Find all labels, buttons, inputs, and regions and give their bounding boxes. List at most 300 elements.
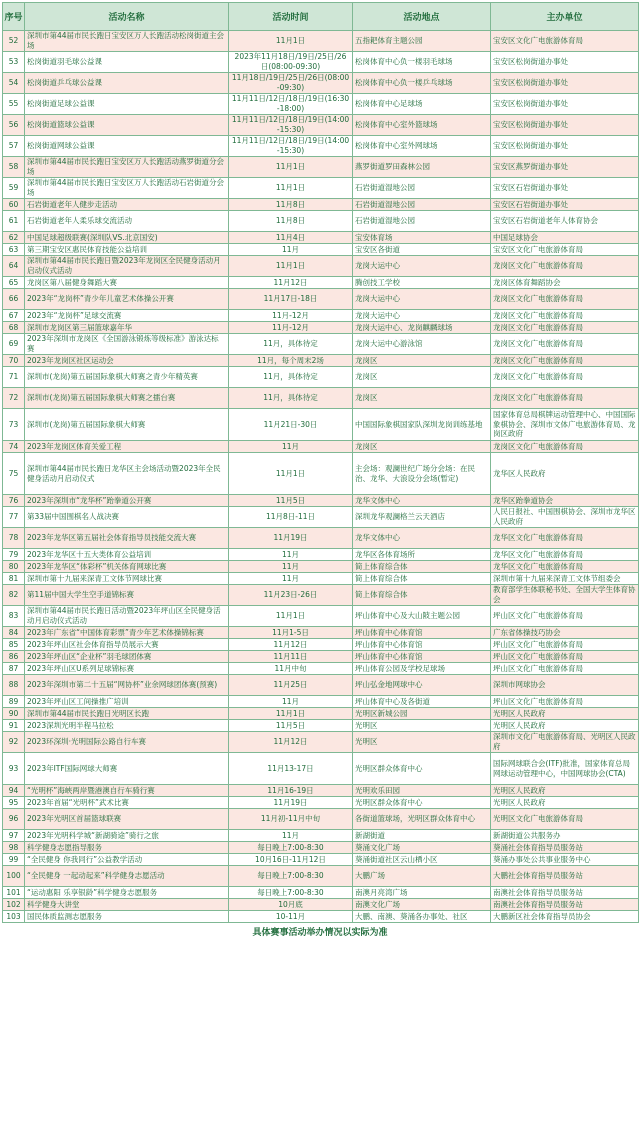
table-row	[3, 639, 639, 651]
cell-place: 坪山体育中心体育馆	[353, 627, 491, 639]
cell-name: 深圳市(龙岗)第五届国际象棋大师赛之擂台赛	[25, 388, 229, 409]
cell-name: 深圳市第44届市民长跑日暨2023年龙岗区全民健身活动月启动仪式活动	[25, 256, 229, 277]
table-row	[3, 830, 639, 842]
cell-no: 77	[3, 507, 25, 528]
cell-name: 松岗街道羽毛球公益课	[25, 52, 229, 73]
header-name: 活动名称	[25, 3, 229, 31]
cell-name: 2023年坪山区社会体育指导员展示大赛	[25, 639, 229, 651]
cell-no: 73	[3, 409, 25, 441]
cell-place: 松岗体育中心负一楼羽毛球场	[353, 52, 491, 73]
cell-name: 2023年广东省“中国体育彩票”青少年艺术体操锦标赛	[25, 627, 229, 639]
cell-place: 松岗体育中心足球场	[353, 94, 491, 115]
cell-no: 100	[3, 866, 25, 887]
cell-place: 大鹏广场	[353, 866, 491, 887]
table-row	[3, 367, 639, 388]
cell-name: 2023年龙华区十五大类体育公益培训	[25, 549, 229, 561]
table-row	[3, 675, 639, 696]
cell-no: 78	[3, 528, 25, 549]
cell-host: 深圳市第十九届来深青工文体节组委会	[491, 573, 639, 585]
cell-time: 11月	[229, 244, 353, 256]
table-row	[3, 136, 639, 157]
cell-no: 82	[3, 585, 25, 606]
cell-host: 宝安区松岗街道办事处	[491, 73, 639, 94]
cell-host: 龙岗区文化广电旅游体育局	[491, 334, 639, 355]
cell-no: 96	[3, 809, 25, 830]
cell-name: 中国足球超级联赛(深圳队VS.北京国安)	[25, 232, 229, 244]
table-row	[3, 753, 639, 785]
table-row	[3, 244, 639, 256]
cell-time: 11月	[229, 696, 353, 708]
table-row	[3, 256, 639, 277]
cell-host: 宝安区文化广电旅游体育局	[491, 31, 639, 52]
cell-name: 2023年“龙岗杯”足球交流赛	[25, 310, 229, 322]
cell-place: 新湖街道	[353, 830, 491, 842]
table-row	[3, 627, 639, 639]
cell-host: 龙岗区文化广电旅游体育局	[491, 355, 639, 367]
cell-place: 简上体育综合体	[353, 573, 491, 585]
cell-host: 龙华区人民政府	[491, 453, 639, 495]
cell-no: 99	[3, 854, 25, 866]
cell-name: 2023年光明区首届篮球联赛	[25, 809, 229, 830]
cell-no: 74	[3, 441, 25, 453]
cell-no: 76	[3, 495, 25, 507]
cell-place: 松岗体育中心室外网球场	[353, 136, 491, 157]
cell-time: 11月16-19日	[229, 785, 353, 797]
cell-no: 64	[3, 256, 25, 277]
table-row	[3, 899, 639, 911]
table-row	[3, 115, 639, 136]
table-row	[3, 696, 639, 708]
cell-place: 五指耙体育主题公园	[353, 31, 491, 52]
cell-time: 每日晚上7:00-8:30	[229, 842, 353, 854]
cell-time: 10-11月	[229, 911, 353, 923]
cell-host: 宝安区石岩街道办事处	[491, 199, 639, 211]
cell-host: 新湖街道公共服务办	[491, 830, 639, 842]
footer-note: 具体赛事活动举办情况以实际为准	[252, 928, 388, 938]
cell-no: 81	[3, 573, 25, 585]
cell-name: 科学健身大讲堂	[25, 899, 229, 911]
cell-name: 2023年坪山区U系列足球锦标赛	[25, 663, 229, 675]
cell-place: 坪山体育公园及学校足球场	[353, 663, 491, 675]
table-row	[3, 277, 639, 289]
cell-time: 11月-12月	[229, 322, 353, 334]
table-row	[3, 866, 639, 887]
table-row	[3, 178, 639, 199]
cell-no: 63	[3, 244, 25, 256]
cell-time: 10月16日-11月12日	[229, 854, 353, 866]
cell-name: 石岩街道老年人健步走活动	[25, 199, 229, 211]
cell-place: 坪山体育中心及各街道	[353, 696, 491, 708]
cell-name: 2023年深圳市龙岗区《全国游泳锻炼等级标准》游泳达标赛	[25, 334, 229, 355]
cell-place: 各街道篮球场，光明区群众体育中心	[353, 809, 491, 830]
cell-time: 11月11日	[229, 651, 353, 663]
cell-name: 石岩街道老年人柔乐球交流活动	[25, 211, 229, 232]
cell-no: 65	[3, 277, 25, 289]
table-row	[3, 441, 639, 453]
table-row	[3, 355, 639, 367]
event-table	[2, 2, 639, 923]
cell-name: 松岗街道足球公益课	[25, 94, 229, 115]
cell-place: 宝安体育场	[353, 232, 491, 244]
cell-host: 宝安区松岗街道办事处	[491, 52, 639, 73]
cell-no: 75	[3, 453, 25, 495]
table-row	[3, 73, 639, 94]
cell-time: 11月1日	[229, 453, 353, 495]
cell-place: 石岩街道湿地公园	[353, 199, 491, 211]
cell-host: 龙岗区文化广电旅游体育局	[491, 256, 639, 277]
cell-place: 光明区	[353, 720, 491, 732]
cell-place: 光明区	[353, 732, 491, 753]
cell-name: 2023年首届“光明杯”武术比赛	[25, 797, 229, 809]
cell-host: 宝安区石岩街道办事处	[491, 178, 639, 199]
cell-place: 燕罗街道罗田森林公园	[353, 157, 491, 178]
cell-place: 简上体育综合体	[353, 585, 491, 606]
table-row	[3, 663, 639, 675]
cell-name: 深圳市第44届市民长跑日龙华区主会场活动暨2023年全民健身活动月启动仪式	[25, 453, 229, 495]
cell-host: 坪山区文化广电旅游体育局	[491, 606, 639, 627]
cell-host: 光明区人民政府	[491, 785, 639, 797]
cell-time: 11月	[229, 549, 353, 561]
cell-no: 95	[3, 797, 25, 809]
cell-name: 2023年深圳市第二十五届“网协杯”业余网球团体赛(预赛)	[25, 675, 229, 696]
cell-no: 83	[3, 606, 25, 627]
table-row	[3, 854, 639, 866]
cell-host: 大鹏新区社会体育指导员协会	[491, 911, 639, 923]
cell-place: 中国国际象棋国家队深圳龙岗训练基地	[353, 409, 491, 441]
cell-time: 11月8日-11日	[229, 507, 353, 528]
cell-host: 龙华区文化广电旅游体育局	[491, 561, 639, 573]
header-time: 活动时间	[229, 3, 353, 31]
cell-host: 坪山区文化广电旅游体育局	[491, 696, 639, 708]
cell-time: 11月12日	[229, 277, 353, 289]
cell-no: 91	[3, 720, 25, 732]
cell-time: 11月8日	[229, 199, 353, 211]
cell-time: 11月1日	[229, 157, 353, 178]
table-row	[3, 809, 639, 830]
cell-no: 79	[3, 549, 25, 561]
cell-place: 光明区群众体育中心	[353, 753, 491, 785]
cell-time: 11月，每个周末2场	[229, 355, 353, 367]
table-row	[3, 157, 639, 178]
cell-no: 69	[3, 334, 25, 355]
cell-host: 龙华区跆拳道协会	[491, 495, 639, 507]
cell-name: 松岗街道篮球公益课	[25, 115, 229, 136]
table-row	[3, 507, 639, 528]
cell-name: 深圳市第44届市民长跑日宝安区万人长跑活动石岩街道分会场	[25, 178, 229, 199]
cell-time: 11月1日	[229, 606, 353, 627]
cell-host: 光明区人民政府	[491, 797, 639, 809]
table-row	[3, 549, 639, 561]
cell-host: 龙岗区文化广电旅游体育局	[491, 310, 639, 322]
cell-host: 龙岗区文化广电旅游体育局	[491, 367, 639, 388]
cell-name: 2023年坪山区“企业杯”羽毛球团体赛	[25, 651, 229, 663]
cell-name: 第三期宝安区惠民体育技能公益培训	[25, 244, 229, 256]
cell-no: 97	[3, 830, 25, 842]
cell-time: 11月	[229, 573, 353, 585]
table-row	[3, 310, 639, 322]
cell-place: 坪山弘金地网球中心	[353, 675, 491, 696]
cell-host: 国际网球联合会(ITF)批准，国家体育总局网球运动管理中心，中国网球协会(CTA)	[491, 753, 639, 785]
cell-host: 教育部学生体联秘书处、全国大学生体育协会	[491, 585, 639, 606]
cell-time: 每日晚上7:00-8:30	[229, 887, 353, 899]
cell-place: 松岗体育中心负一楼乒乓球场	[353, 73, 491, 94]
cell-name: 2023年龙岗区社区运动会	[25, 355, 229, 367]
cell-no: 61	[3, 211, 25, 232]
cell-place: 龙岗区	[353, 388, 491, 409]
table-row	[3, 211, 639, 232]
cell-no: 71	[3, 367, 25, 388]
cell-host: 宝安区松岗街道办事处	[491, 115, 639, 136]
cell-time: 11月1-5日	[229, 627, 353, 639]
table-row	[3, 495, 639, 507]
cell-no: 60	[3, 199, 25, 211]
cell-no: 67	[3, 310, 25, 322]
cell-name: 2023年龙华区第五届社会体育指导员技能交流大赛	[25, 528, 229, 549]
table-row	[3, 388, 639, 409]
cell-no: 85	[3, 639, 25, 651]
cell-time: 11月4日	[229, 232, 353, 244]
table-row	[3, 911, 639, 923]
cell-host: 龙华区文化广电旅游体育局	[491, 528, 639, 549]
table-row	[3, 31, 639, 52]
cell-host: 国家体育总局棋牌运动管理中心、中国国际象棋协会、深圳市文体广电旅游体育局、龙岗区政府	[491, 409, 639, 441]
cell-name: 深圳市第44届市民长跑日活动暨2023年坪山区全民健身活动月启动仪式活动	[25, 606, 229, 627]
cell-time: 11月12日	[229, 639, 353, 651]
header-no: 序号	[3, 3, 25, 31]
cell-no: 87	[3, 663, 25, 675]
table-row	[3, 797, 639, 809]
cell-time: 11月	[229, 830, 353, 842]
cell-no: 80	[3, 561, 25, 573]
cell-no: 62	[3, 232, 25, 244]
cell-host: 中国足球协会	[491, 232, 639, 244]
cell-host: 龙岗区文化广电旅游体育局	[491, 322, 639, 334]
cell-time: 11月，具体待定	[229, 334, 353, 355]
cell-time: 11月1日	[229, 256, 353, 277]
cell-name: 深圳市第十九届来深青工文体节网球比赛	[25, 573, 229, 585]
cell-name: 松岗街道乒乓球公益课	[25, 73, 229, 94]
table-row	[3, 842, 639, 854]
cell-name: 松岗街道网球公益课	[25, 136, 229, 157]
cell-place: 葵涌文化广场	[353, 842, 491, 854]
table-row	[3, 334, 639, 355]
cell-host: 龙华区文化广电旅游体育局	[491, 549, 639, 561]
cell-host: 坪山区文化广电旅游体育局	[491, 663, 639, 675]
cell-host: 坪山区文化广电旅游体育局	[491, 639, 639, 651]
cell-host: 龙岗区体育舞蹈协会	[491, 277, 639, 289]
header-host: 主办单位	[491, 3, 639, 31]
cell-place: 南澳月亮湾广场	[353, 887, 491, 899]
cell-host: 广东省体操技巧协会	[491, 627, 639, 639]
cell-name: 2023年坪山区工间操推广培训	[25, 696, 229, 708]
cell-time: 10月底	[229, 899, 353, 911]
cell-time: 11月19日	[229, 797, 353, 809]
cell-host: 光明区人民政府	[491, 708, 639, 720]
cell-no: 102	[3, 899, 25, 911]
cell-name: 第33届中国围棋名人战决赛	[25, 507, 229, 528]
cell-place: 龙岗区	[353, 355, 491, 367]
cell-name: 2023年龙岗区体育关爱工程	[25, 441, 229, 453]
cell-host: 深圳市网球协会	[491, 675, 639, 696]
cell-name: 国民体质监测志愿服务	[25, 911, 229, 923]
cell-time: 11月1日	[229, 708, 353, 720]
cell-name: 2023深圳光明半程马拉松	[25, 720, 229, 732]
cell-time: 11月5日	[229, 720, 353, 732]
cell-place: 光明区新城公园	[353, 708, 491, 720]
cell-place: 主会场：观澜世纪广场分会场：在民治、龙华、大浪设分会场(暂定)	[353, 453, 491, 495]
cell-no: 53	[3, 52, 25, 73]
cell-host: 大鹏社会体育指导员服务站	[491, 866, 639, 887]
table-row	[3, 453, 639, 495]
cell-time: 2023年11月18日/19日/25日/26日(08:00-09:30)	[229, 52, 353, 73]
cell-time: 11月中旬	[229, 663, 353, 675]
cell-no: 52	[3, 31, 25, 52]
cell-place: 松岗体育中心室外篮球场	[353, 115, 491, 136]
table-row	[3, 561, 639, 573]
cell-time: 11月-12月	[229, 310, 353, 322]
cell-place: 龙岗大运中心	[353, 310, 491, 322]
cell-time: 11月11日/12日/18日/19日(16:30-18:00)	[229, 94, 353, 115]
cell-no: 93	[3, 753, 25, 785]
cell-no: 89	[3, 696, 25, 708]
cell-time: 11月11日/12日/18日/19日(14:00-15:30)	[229, 136, 353, 157]
cell-no: 57	[3, 136, 25, 157]
cell-name: 深圳市第44届市民长跑日宝安区万人长跑活动松岗街道主会场	[25, 31, 229, 52]
cell-name: 2023年“龙岗杯”青少年儿童艺术体操公开赛	[25, 289, 229, 310]
cell-time: 11月5日	[229, 495, 353, 507]
cell-time: 11月21日-30日	[229, 409, 353, 441]
cell-name: “全民健身 一起动起来”科学健身志愿活动	[25, 866, 229, 887]
cell-host: 宝安区松岗街道办事处	[491, 136, 639, 157]
cell-time: 11月1日	[229, 31, 353, 52]
cell-time: 11月1日	[229, 178, 353, 199]
cell-time: 11月	[229, 561, 353, 573]
cell-time: 11月25日	[229, 675, 353, 696]
event-table-container	[2, 2, 638, 938]
cell-name: 龙岗区第八届健身舞蹈大赛	[25, 277, 229, 289]
cell-no: 84	[3, 627, 25, 639]
table-row	[3, 94, 639, 115]
cell-place: 龙华区各体育场所	[353, 549, 491, 561]
cell-place: 龙岗区	[353, 367, 491, 388]
table-row	[3, 887, 639, 899]
cell-time: 11月17日-18日	[229, 289, 353, 310]
cell-no: 70	[3, 355, 25, 367]
cell-place: 龙岗大运中心游泳馆	[353, 334, 491, 355]
cell-place: 坪山体育中心及大山陂主题公园	[353, 606, 491, 627]
cell-place: 石岩街道湿地公园	[353, 211, 491, 232]
cell-place: 深圳龙华观澜格兰云天酒店	[353, 507, 491, 528]
cell-name: 2023年龙华区“体彩杯”机关体育网球比赛	[25, 561, 229, 573]
cell-time: 11月13-17日	[229, 753, 353, 785]
cell-no: 68	[3, 322, 25, 334]
cell-time: 11月	[229, 441, 353, 453]
cell-time: 11月初-11月中旬	[229, 809, 353, 830]
cell-place: 简上体育综合体	[353, 561, 491, 573]
cell-place: 葵涌街道社区云山栖小区	[353, 854, 491, 866]
cell-host: 光明区文化广电旅游体育局	[491, 809, 639, 830]
cell-name: 2023环深圳·光明国际公路自行车赛	[25, 732, 229, 753]
cell-name: 深圳市(龙岗)第五届国际象棋大师赛之青少年精英赛	[25, 367, 229, 388]
table-row	[3, 322, 639, 334]
cell-place: 龙岗大运中心	[353, 256, 491, 277]
cell-place: 光明欢乐田园	[353, 785, 491, 797]
table-row	[3, 52, 639, 73]
cell-place: 龙华文体中心	[353, 495, 491, 507]
cell-name: 2023年光明科学城“新湖骑途”骑行之旅	[25, 830, 229, 842]
cell-no: 86	[3, 651, 25, 663]
table-row	[3, 409, 639, 441]
cell-no: 98	[3, 842, 25, 854]
cell-place: 腾创技工学校	[353, 277, 491, 289]
cell-name: 深圳市(龙岗)第五届国际象棋大师赛	[25, 409, 229, 441]
cell-host: 南澳社会体育指导员服务站	[491, 887, 639, 899]
table-row	[3, 606, 639, 627]
table-row	[3, 199, 639, 211]
cell-no: 54	[3, 73, 25, 94]
cell-time: 11月11日/12日/18日/19日(14:00-15:30)	[229, 115, 353, 136]
cell-host: 葵涌社会体育指导员服务站	[491, 842, 639, 854]
cell-time: 11月18日/19日/25日/26日(08:00-09:30)	[229, 73, 353, 94]
cell-place: 大鹏、南澳、葵涌各办事处、社区	[353, 911, 491, 923]
table-row	[3, 528, 639, 549]
cell-name: 深圳市龙岗区第三届篮球嘉年华	[25, 322, 229, 334]
cell-name: 深圳市第44届市民长跑日宝安区万人长跑活动燕罗街道分会场	[25, 157, 229, 178]
cell-name: 2023年深圳市“龙华杯”跆拳道公开赛	[25, 495, 229, 507]
cell-host: 宝安区石岩街道老年人体育协会	[491, 211, 639, 232]
cell-name: 第11届中国大学生空手道锦标赛	[25, 585, 229, 606]
cell-place: 龙岗区	[353, 441, 491, 453]
cell-name: 科学健身志愿指导服务	[25, 842, 229, 854]
cell-name: “光明杯”海峡两岸暨港澳自行车骑行赛	[25, 785, 229, 797]
cell-time: 11月23日-26日	[229, 585, 353, 606]
cell-host: 龙岗区文化广电旅游体育局	[491, 441, 639, 453]
cell-host: 宝安区燕罗街道办事处	[491, 157, 639, 178]
table-row	[3, 289, 639, 310]
cell-host: 宝安区文化广电旅游体育局	[491, 244, 639, 256]
header-place: 活动地点	[353, 3, 491, 31]
cell-name: 2023年ITF国际网球大师赛	[25, 753, 229, 785]
cell-time: 11月8日	[229, 211, 353, 232]
cell-no: 92	[3, 732, 25, 753]
cell-place: 石岩街道湿地公园	[353, 178, 491, 199]
cell-host: 龙岗区文化广电旅游体育局	[491, 388, 639, 409]
cell-place: 光明区群众体育中心	[353, 797, 491, 809]
cell-place: 龙华文体中心	[353, 528, 491, 549]
cell-host: 宝安区松岗街道办事处	[491, 94, 639, 115]
cell-host: 龙岗区文化广电旅游体育局	[491, 289, 639, 310]
cell-host: 人民日报社、中国围棋协会、深圳市龙华区人民政府	[491, 507, 639, 528]
cell-host: 坪山区文化广电旅游体育局	[491, 651, 639, 663]
cell-host: 光明区人民政府	[491, 720, 639, 732]
cell-place: 坪山体育中心体育馆	[353, 639, 491, 651]
table-body	[3, 31, 639, 923]
table-row	[3, 708, 639, 720]
cell-place: 坪山体育中心体育馆	[353, 651, 491, 663]
cell-place: 龙岗大运中心、龙岗麒麟球场	[353, 322, 491, 334]
cell-time: 11月19日	[229, 528, 353, 549]
cell-name: “全民健身 你我同行”公益教学活动	[25, 854, 229, 866]
cell-time: 每日晚上7:00-8:30	[229, 866, 353, 887]
cell-host: 葵涌办事处公共事业服务中心	[491, 854, 639, 866]
table-row	[3, 573, 639, 585]
table-header-row	[3, 3, 639, 31]
cell-no: 103	[3, 911, 25, 923]
cell-no: 59	[3, 178, 25, 199]
cell-no: 72	[3, 388, 25, 409]
cell-name: “运动惠阳 乐享银龄”科学健身志愿服务	[25, 887, 229, 899]
cell-name: 深圳市第44届市民长跑日光明区长跑	[25, 708, 229, 720]
